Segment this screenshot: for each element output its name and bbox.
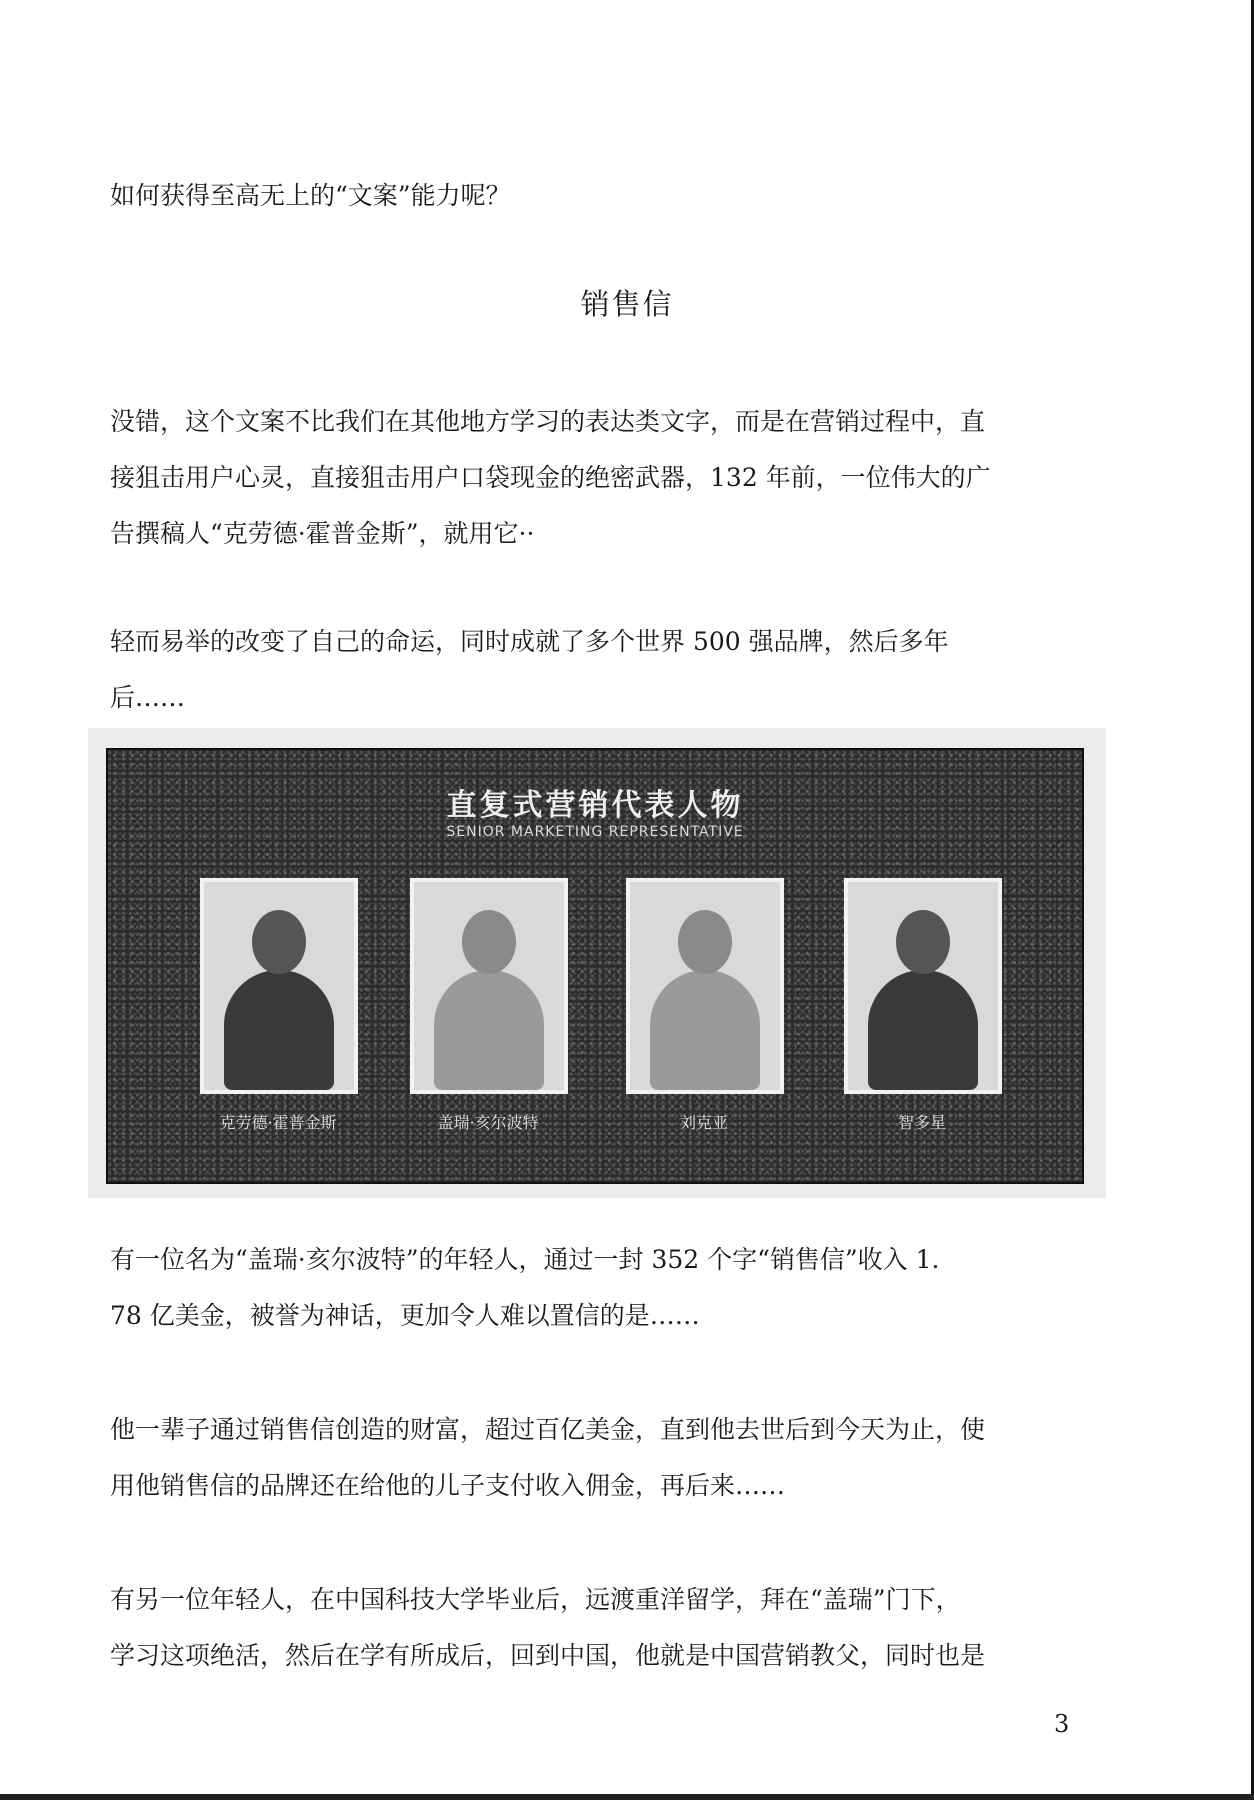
paragraph-line: 没错，这个文案不比我们在其他地方学习的表达类文字，而是在营销过程中，直 xyxy=(110,407,986,436)
person-silhouette xyxy=(650,970,760,1090)
person-head xyxy=(678,910,732,974)
person-head xyxy=(252,910,306,974)
person-silhouette xyxy=(434,970,544,1090)
person-silhouette xyxy=(224,970,334,1090)
paragraph-line: 有另一位年轻人，在中国科技大学毕业后，远渡重洋留学，拜在“盖瑞”门下， xyxy=(110,1585,961,1614)
image-title: 直复式营销代表人物 xyxy=(446,788,744,823)
paragraph-line: 78 亿美金，被誉为神话，更加令人难以置信的是…… xyxy=(110,1301,700,1330)
scan-edge-bottom xyxy=(0,1794,1254,1800)
paragraph-line: 告撰稿人“克劳德·霍普金斯”，就用它·· xyxy=(110,519,535,548)
portrait-caption: 盖瑞·亥尔波特 xyxy=(437,1113,539,1132)
paragraph-3 xyxy=(110,1232,1080,1344)
portrait-2 xyxy=(410,878,568,1094)
portrait-1 xyxy=(200,878,358,1094)
paragraph-line: 有一位名为“盖瑞·亥尔波特”的年轻人，通过一封 352 个字“销售信”收入 1. xyxy=(110,1245,940,1274)
portrait-4 xyxy=(844,878,1002,1094)
intro-question: 如何获得至高无上的“文案”能力呢？ xyxy=(110,181,511,210)
paragraph-line: 学习这项绝活，然后在学有所成后，回到中国，他就是中国营销教父，同时也是 xyxy=(110,1641,986,1670)
paragraph-line: 接狙击用户心灵，直接狙击用户口袋现金的绝密武器，132 年前，一位伟大的广 xyxy=(110,463,991,492)
paragraph-line: 后…… xyxy=(110,683,186,712)
marketing-figures-image xyxy=(88,728,1106,1198)
portrait-caption: 刘克亚 xyxy=(679,1113,728,1132)
person-head xyxy=(462,910,516,974)
paragraph-2 xyxy=(110,614,1080,726)
paragraph-5 xyxy=(110,1572,1080,1684)
paragraph-4 xyxy=(110,1402,1080,1514)
page-number: 3 xyxy=(1054,1710,1070,1738)
image-subtitle: SENIOR MARKETING REPRESENTATIVE xyxy=(446,824,744,840)
person-silhouette xyxy=(868,970,978,1090)
portrait-caption: 克劳德·霍普金斯 xyxy=(219,1113,337,1132)
paragraph-line: 他一辈子通过销售信创造的财富，超过百亿美金，直到他去世后到今天为止，使 xyxy=(110,1415,986,1444)
portrait-3 xyxy=(626,878,784,1094)
paragraph-line: 用他销售信的品牌还在给他的儿子支付收入佣金，再后来…… xyxy=(110,1471,786,1500)
paragraph-1 xyxy=(110,394,1080,562)
portrait-caption: 智多星 xyxy=(897,1113,946,1132)
section-heading: 销售信 xyxy=(580,287,674,321)
person-head xyxy=(896,910,950,974)
image-panel xyxy=(106,748,1084,1184)
paragraph-line: 轻而易举的改变了自己的命运，同时成就了多个世界 500 强品牌，然后多年 xyxy=(110,627,949,656)
